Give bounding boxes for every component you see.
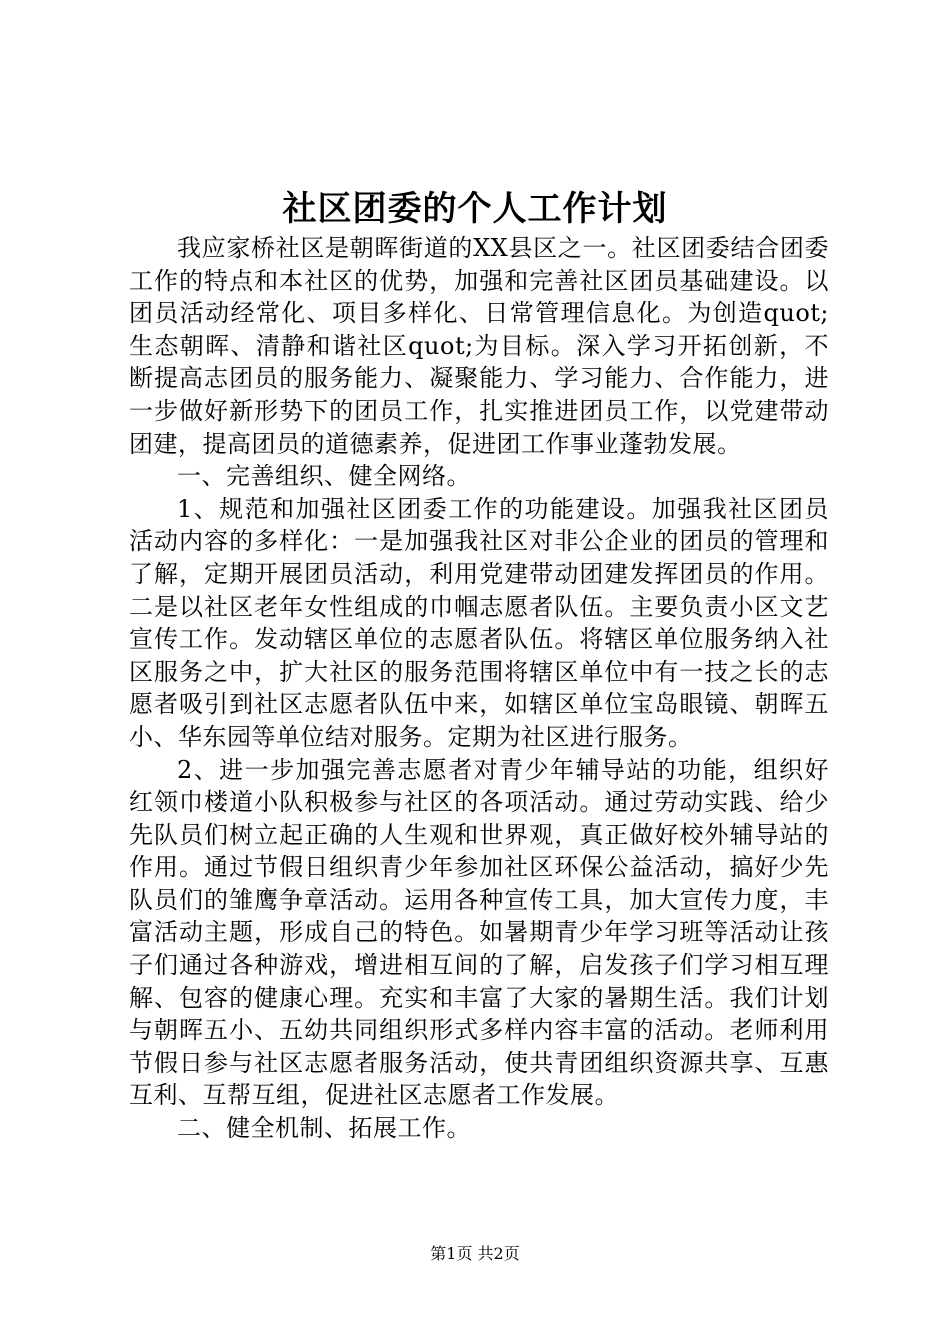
section-heading-1: 一、完善组织、健全网络。 [177, 462, 471, 491]
document-title: 社区团委的个人工作计划 [282, 189, 668, 229]
paragraph-item-1: 1、规范和加强社区团委工作的功能建设。加强我社区团员活动内容的多样化：一是加强我社区对非公企业的团员的管理和了解，定期开展团员活动，利用党建带动团建发挥团员的作用。二是以社区老年女性组成的巾帼志愿者队伍。主要负责小区文艺宣传工作。发动辖区单位的志愿者队伍。将辖区单位服务纳入社区服务之中，扩大社区的服务范围将辖区单位中有一技之长的志愿者吸引到社区志愿者队伍中来，如辖区单位宝岛眼镜、朝晖五小、华东园等单位结对服务。定期为社区进行服务。 [129, 494, 829, 751]
document-body [129, 232, 829, 1145]
paragraph-intro: 我应家桥社区是朝晖街道的XX县区之一。社区团委结合团委工作的特点和本社区的优势，加强和完善社区团员基础建设。以团员活动经常化、项目多样化、日常管理信息化。为创造quot;生态朝晖、清静和谐社区quot;为目标。深入学习开拓创新，不断提高志团员的服务能力、凝聚能力、学习能力、合作能力，进一步做好新形势下的团员工作，扎实推进团员工作，以党建带动团建，提高团员的道德素养，促进团工作事业蓬勃发展。 [129, 234, 829, 458]
page-footer: 第1页 共2页 [430, 1244, 520, 1263]
paragraph-item-2: 2、进一步加强完善志愿者对青少年辅导站的功能，组织好红领巾楼道小队积极参与社区的各项活动。通过劳动实践、给少先队员们树立起正确的人生观和世界观，真正做好校外辅导站的作用。通过节假日组织青少年参加社区环保公益活动，搞好少先队员们的雏鹰争章活动。运用各种宣传工具，加大宣传力度，丰富活动主题，形成自己的特色。如暑期青少年学习班等活动让孩子们通过各种游戏，增进相互间的了解，启发孩子们学习相互理解、包容的健康心理。充实和丰富了大家的暑期生活。我们计划与朝晖五小、五幼共同组织形式多样内容丰富的活动。老师利用节假日参与社区志愿者服务活动，使共青团组织资源共享、互惠互利、互帮互组，促进社区志愿者工作发展。 [129, 755, 829, 1110]
section-heading-2: 二、健全机制、拓展工作。 [177, 1114, 471, 1143]
